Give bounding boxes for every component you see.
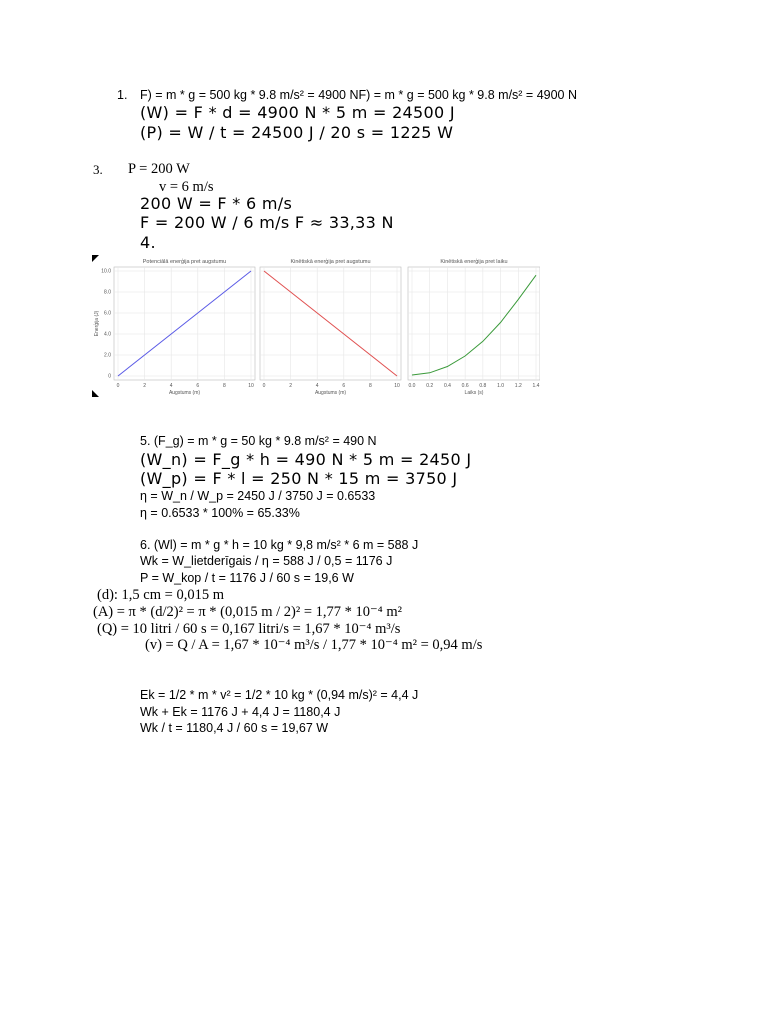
chart-2-x-tick-label: 0 xyxy=(262,383,266,389)
chart-1-y-tick-label: 2.0 xyxy=(104,352,111,359)
chart-3-x-tick-label: 0.8 xyxy=(479,383,487,389)
chart-2-x-tick-label: 2 xyxy=(289,383,292,389)
chart-1-y-tick-label: 4.0 xyxy=(104,331,111,338)
chart-3-x-tick-label: 0.2 xyxy=(426,383,434,389)
chart-3-x-tick-label: 0.4 xyxy=(443,383,451,389)
power-velocity-equation: 200 W = F * 6 m/s xyxy=(140,194,293,213)
force-equation: F) = m * g = 500 kg * 9.8 m/s² = 4900 NF) = m * g = 500 kg * 9.8 m/s² = 4900 N xyxy=(140,88,578,102)
area-equation: (A) = π * (d/2)² = π * (0,015 m / 2)² = 1,77 * 10⁻⁴ m² xyxy=(93,604,402,620)
chart-2-x-tick-label: 10 xyxy=(394,383,400,389)
chart-3-plot-area xyxy=(408,267,540,380)
given-velocity: v = 6 m/s xyxy=(159,179,214,195)
chart-1-y-tick-label: 8.0 xyxy=(104,289,111,296)
chart-2-x-tick-label: 8 xyxy=(369,383,372,389)
chart-3-x-tick-label: 0.6 xyxy=(461,383,469,389)
chart-1-x-tick-label: 4 xyxy=(169,383,173,389)
item-number-1: 1. xyxy=(117,88,128,102)
total-energy-equation: Wk + Ek = 1176 J + 4,4 J = 1180,4 J xyxy=(140,705,341,719)
item-number-3: 3. xyxy=(93,162,103,177)
efficiency-equation: η = W_n / W_p = 2450 J / 3750 J = 0.6533 xyxy=(140,489,376,503)
chart-2-x-axis-label: Augstums (m) xyxy=(314,390,347,396)
gravity-force-equation: 5. (F_g) = m * g = 50 kg * 9.8 m/s² = 490 N xyxy=(140,434,377,448)
given-power: P = 200 W xyxy=(128,161,190,177)
chart-3-x-tick-label: 1.2 xyxy=(514,383,522,389)
diameter-value: (d): 1,5 cm = 0,015 m xyxy=(97,587,224,603)
energy-charts-figure xyxy=(92,255,540,397)
chart-1-y-tick-label: 6.0 xyxy=(104,310,111,317)
work-equation: (W) = F * d = 4900 N * 5 m = 24500 J xyxy=(140,103,455,122)
chart-1-x-tick-label: 0 xyxy=(116,383,120,389)
item-number-4: 4. xyxy=(140,233,156,252)
chart-3-title: Kinētiskā enerģija pret laiku xyxy=(440,259,508,265)
chart-2-x-tick-label: 6 xyxy=(342,383,346,389)
total-work-efficiency-equation: Wk = W_lietderīgais / η = 588 J / 0,5 = 1176 J xyxy=(140,554,393,568)
chart-1-x-tick-label: 2 xyxy=(143,383,146,389)
flow-rate-equation: (Q) = 10 litri / 60 s = 0,167 litri/s = 1,67 * 10⁻⁴ m³/s xyxy=(97,621,401,637)
chart-1-y-tick-label: 0 xyxy=(108,373,111,380)
total-work-equation: (W_p) = F * l = 250 N * 15 m = 3750 J xyxy=(140,469,458,488)
chart-1-y-tick-label: 10.0 xyxy=(101,268,111,275)
crop-mark-bottom-left xyxy=(92,390,100,398)
chart-3-x-tick-label: 1.4 xyxy=(532,383,540,389)
chart-1-x-tick-label: 10 xyxy=(248,383,254,389)
chart-1-x-tick-label: 8 xyxy=(223,383,226,389)
flow-velocity-equation: (v) = Q / A = 1,67 * 10⁻⁴ m³/s / 1,77 * 10⁻⁴ m² = 0,94 m/s xyxy=(145,637,483,653)
useful-work-equation: (W_n) = F_g * h = 490 N * 5 m = 2450 J xyxy=(140,450,472,469)
energy-charts-svg xyxy=(92,255,540,397)
crop-mark-top-left xyxy=(92,255,100,263)
chart-1-title: Potenciālā enerģija pret augstumu xyxy=(142,259,227,265)
chart-2-x-tick-label: 4 xyxy=(315,383,319,389)
chart-1-y-axis-label: Enerģija (J) xyxy=(94,310,100,337)
lifting-work-equation: 6. (Wl) = m * g * h = 10 kg * 9,8 m/s² * 6 m = 588 J xyxy=(140,538,419,552)
chart-2-title: Kinētiskā enerģija pret augstumu xyxy=(290,259,371,265)
power-equation: (P) = W / t = 24500 J / 20 s = 1225 W xyxy=(140,123,454,142)
chart-1-x-axis-label: Augstums (m) xyxy=(168,390,201,396)
chart-1-x-tick-label: 6 xyxy=(196,383,200,389)
chart-3-x-tick-label: 0.0 xyxy=(408,383,416,389)
force-result-equation: F = 200 W / 6 m/s F ≈ 33,33 N xyxy=(140,213,394,232)
pump-power-equation: P = W_kop / t = 1176 J / 60 s = 19,6 W xyxy=(140,571,354,585)
chart-3-x-axis-label: Laiks (s) xyxy=(464,390,484,396)
chart-3-x-tick-label: 1.0 xyxy=(497,383,505,389)
kinetic-energy-equation: Ek = 1/2 * m * v² = 1/2 * 10 kg * (0,94 m/s)² = 4,4 J xyxy=(140,688,419,702)
final-power-equation: Wk / t = 1180,4 J / 60 s = 19,67 W xyxy=(140,721,329,735)
efficiency-percent-equation: η = 0.6533 * 100% = 65.33% xyxy=(140,506,300,520)
